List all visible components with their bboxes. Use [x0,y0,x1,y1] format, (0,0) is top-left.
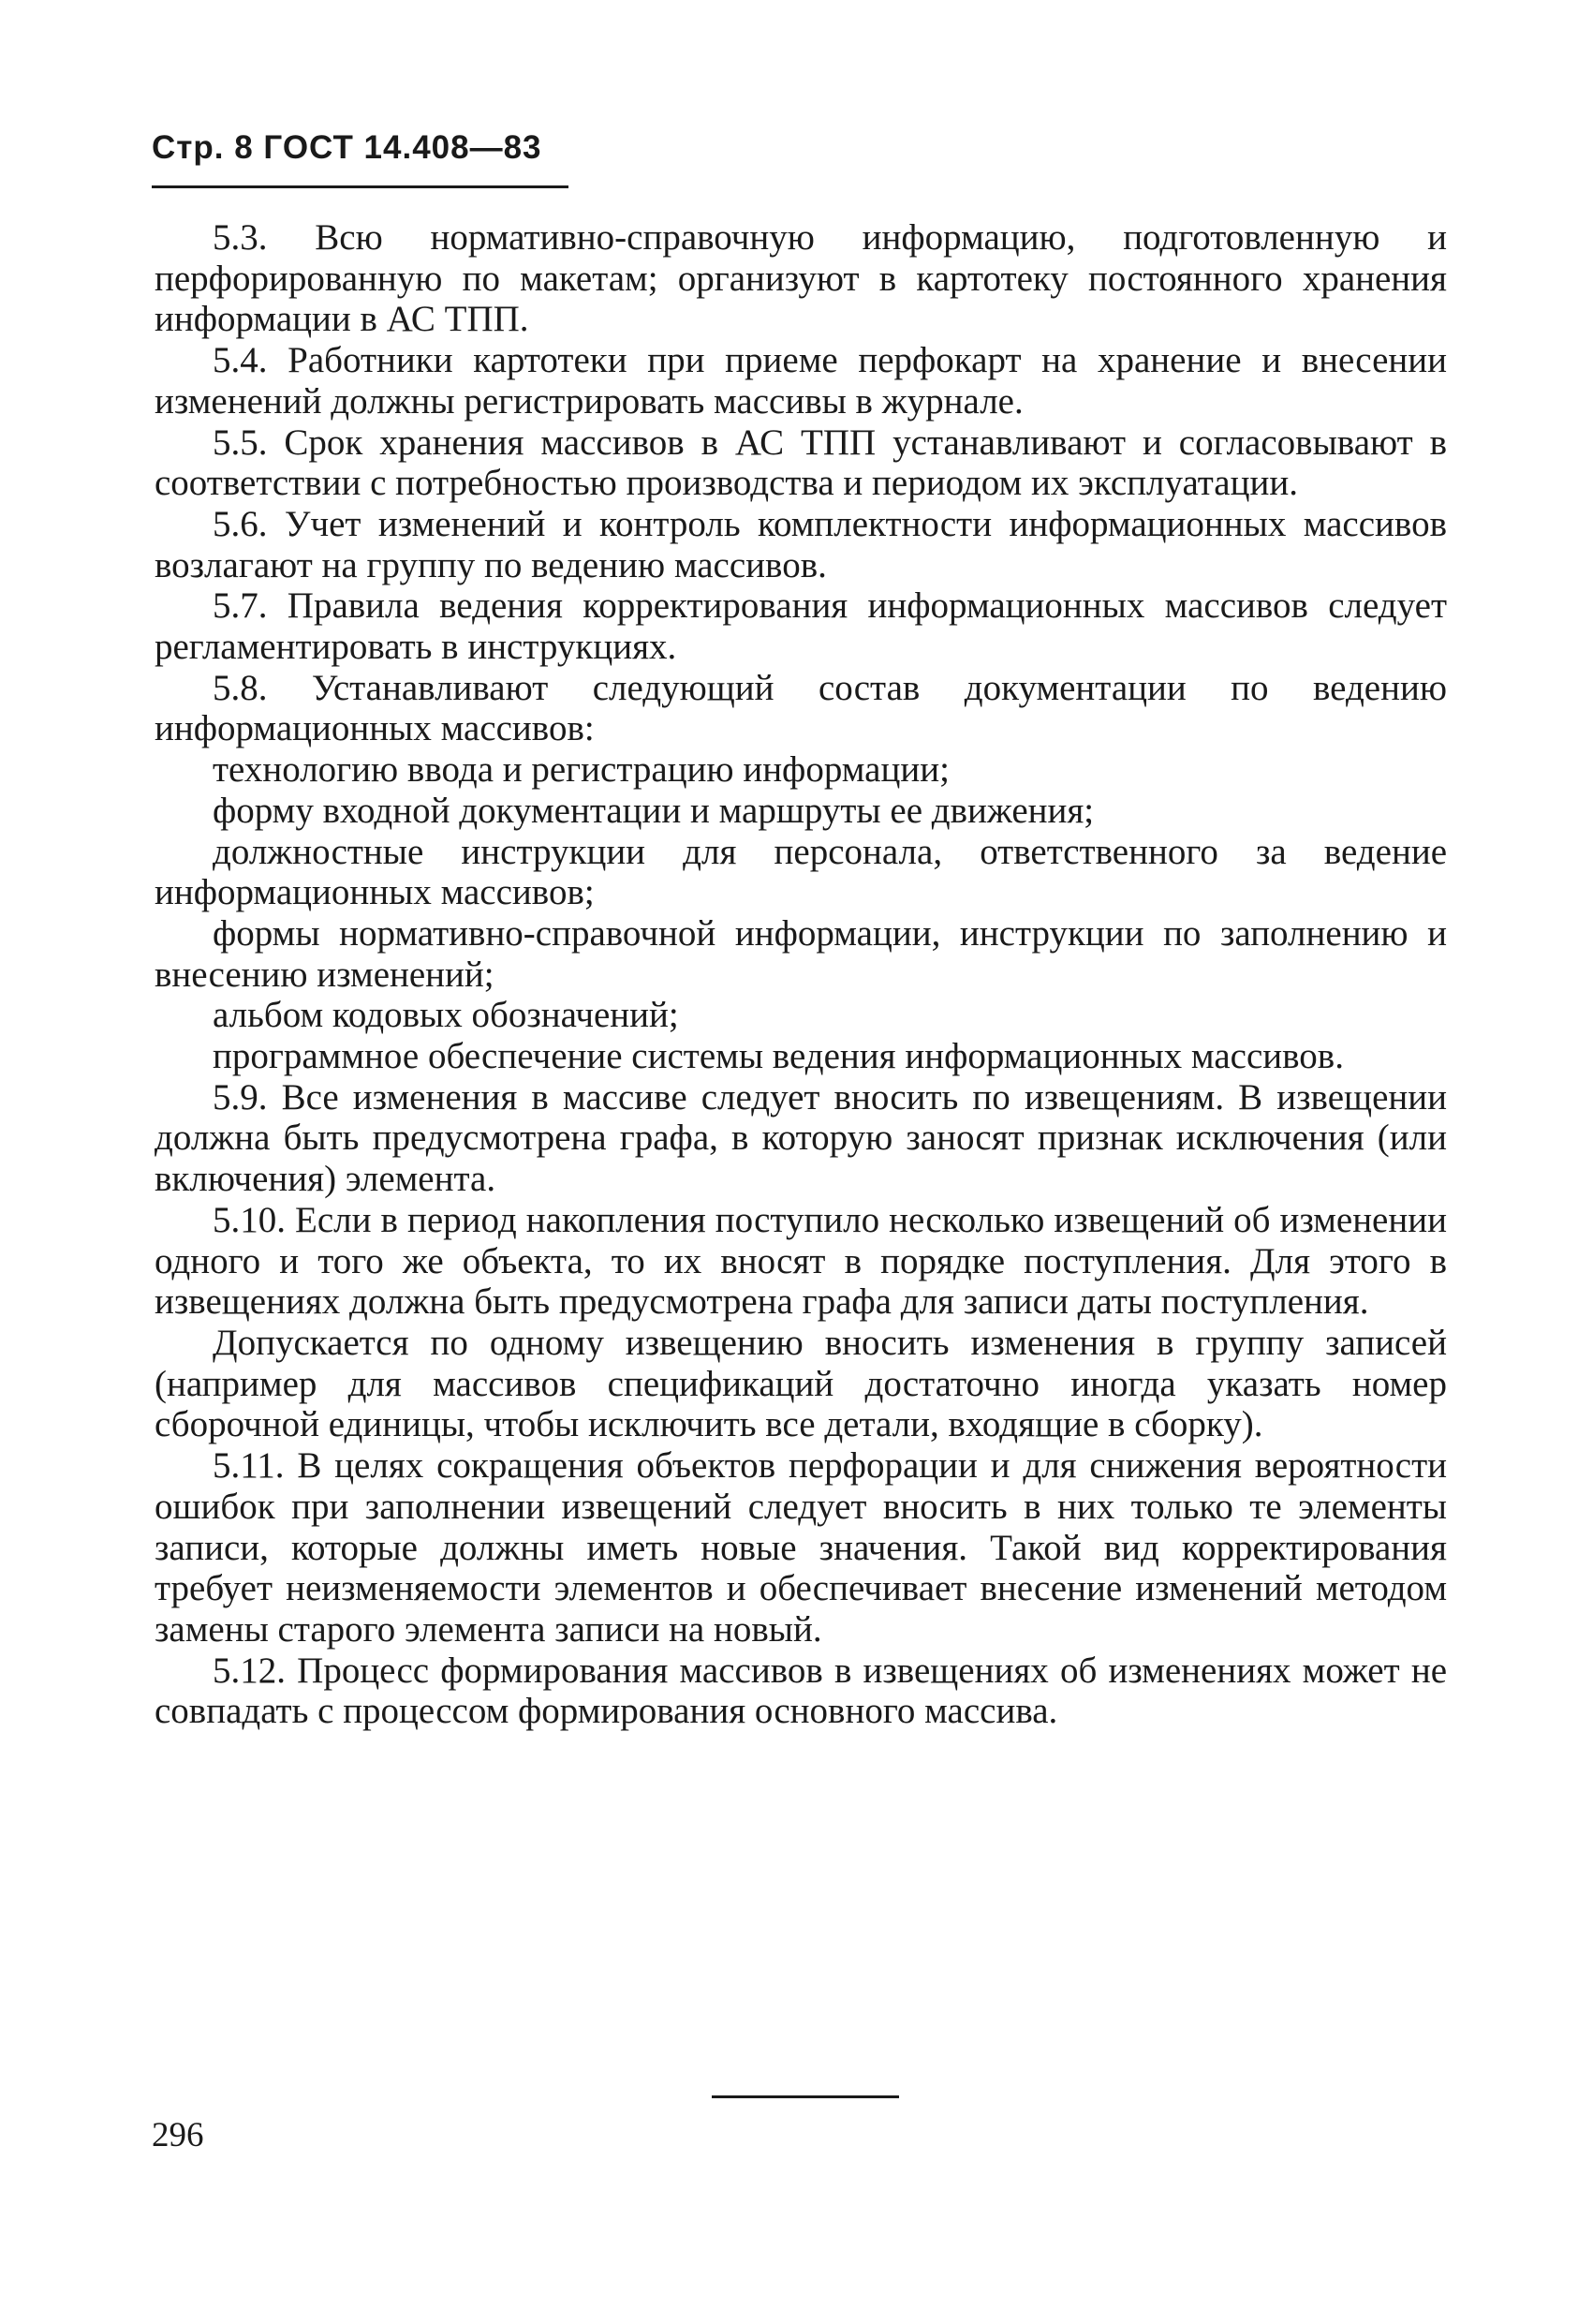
list-item: программное обеспечение системы ведения информационных массивов. [213,1036,1344,1077]
page-number: 296 [152,2116,204,2154]
running-header: Стр. 8 ГОСТ 14.408—83 [152,129,542,166]
list-item: должностные инструкции для персонала, ответственного за ведение информационных массивов; [155,831,1447,913]
paragraph-5-6: 5.6. Учет изменений и контроль комплектности информационных массивов возлагают на группу по ведению массивов. [155,503,1447,585]
end-of-text-rule [712,2095,899,2098]
paragraph-5-11: 5.11. В целях сокращения объектов перфорации и для снижения вероятности ошибок при заполнении извещений следует вносить в них только те элементы записи, которые должны иметь новые значения. Такой вид корректирования требует неизменяемости элементов и обеспечивает внесение изменений методом замены старого элемента записи на новый. [155,1445,1447,1650]
list-item: альбом кодовых обозначений; [213,995,679,1036]
paragraph-5-3: 5.3. Всю нормативно-справочную информацию, подготовленную и перфорированную по макетам; организуют в картотеку постоянного хранения информации в АС ТПП. [155,217,1447,340]
paragraph-5-5: 5.5. Срок хранения массивов в АС ТПП устанавливают и согласовывают в соответствии с потребностью производства и периодом их эксплуатации. [155,422,1447,504]
list-item: технологию ввода и регистрацию информации; [213,749,950,791]
paragraph-5-4: 5.4. Работники картотеки при приеме перфокарт на хранение и внесении изменений должны регистрировать массивы в журнале. [155,340,1447,422]
paragraph-5-12: 5.12. Процесс формирования массивов в извещениях об изменениях может не совпадать с процессом формирования основного массива. [155,1650,1447,1732]
header-rule [152,185,568,188]
paragraph-5-9: 5.9. Все изменения в массиве следует вносить по извещениям. В извещении должна быть предусмотрена графа, в которую заносят признак исключения (или включения) элемента. [155,1076,1447,1200]
paragraph-5-8: 5.8. Устанавливают следующий состав документации по ведению информационных массивов: [155,667,1447,749]
paragraph-5-10: 5.10. Если в период накопления поступило несколько извещений об изменении одного и того же объекта, то их вносят в порядке поступления. Для этого в извещениях должна быть предусмотрена графа для записи даты поступления. [155,1199,1447,1323]
paragraph-5-10-note: Допускается по одному извещению вносить изменения в группу записей (например для массивов спецификаций достаточно иногда указать номер сборочной единицы, чтобы исключить все детали, входящие в сборку). [155,1322,1447,1445]
list-item: формы нормативно-справочной информации, инструкции по заполнению и внесению изменений; [155,912,1447,995]
body-text [155,217,1447,1732]
list-item: форму входной документации и маршруты ее движения; [213,790,1095,831]
paragraph-5-7: 5.7. Правила ведения корректирования информационных массивов следует регламентировать в инструкциях. [155,585,1447,668]
